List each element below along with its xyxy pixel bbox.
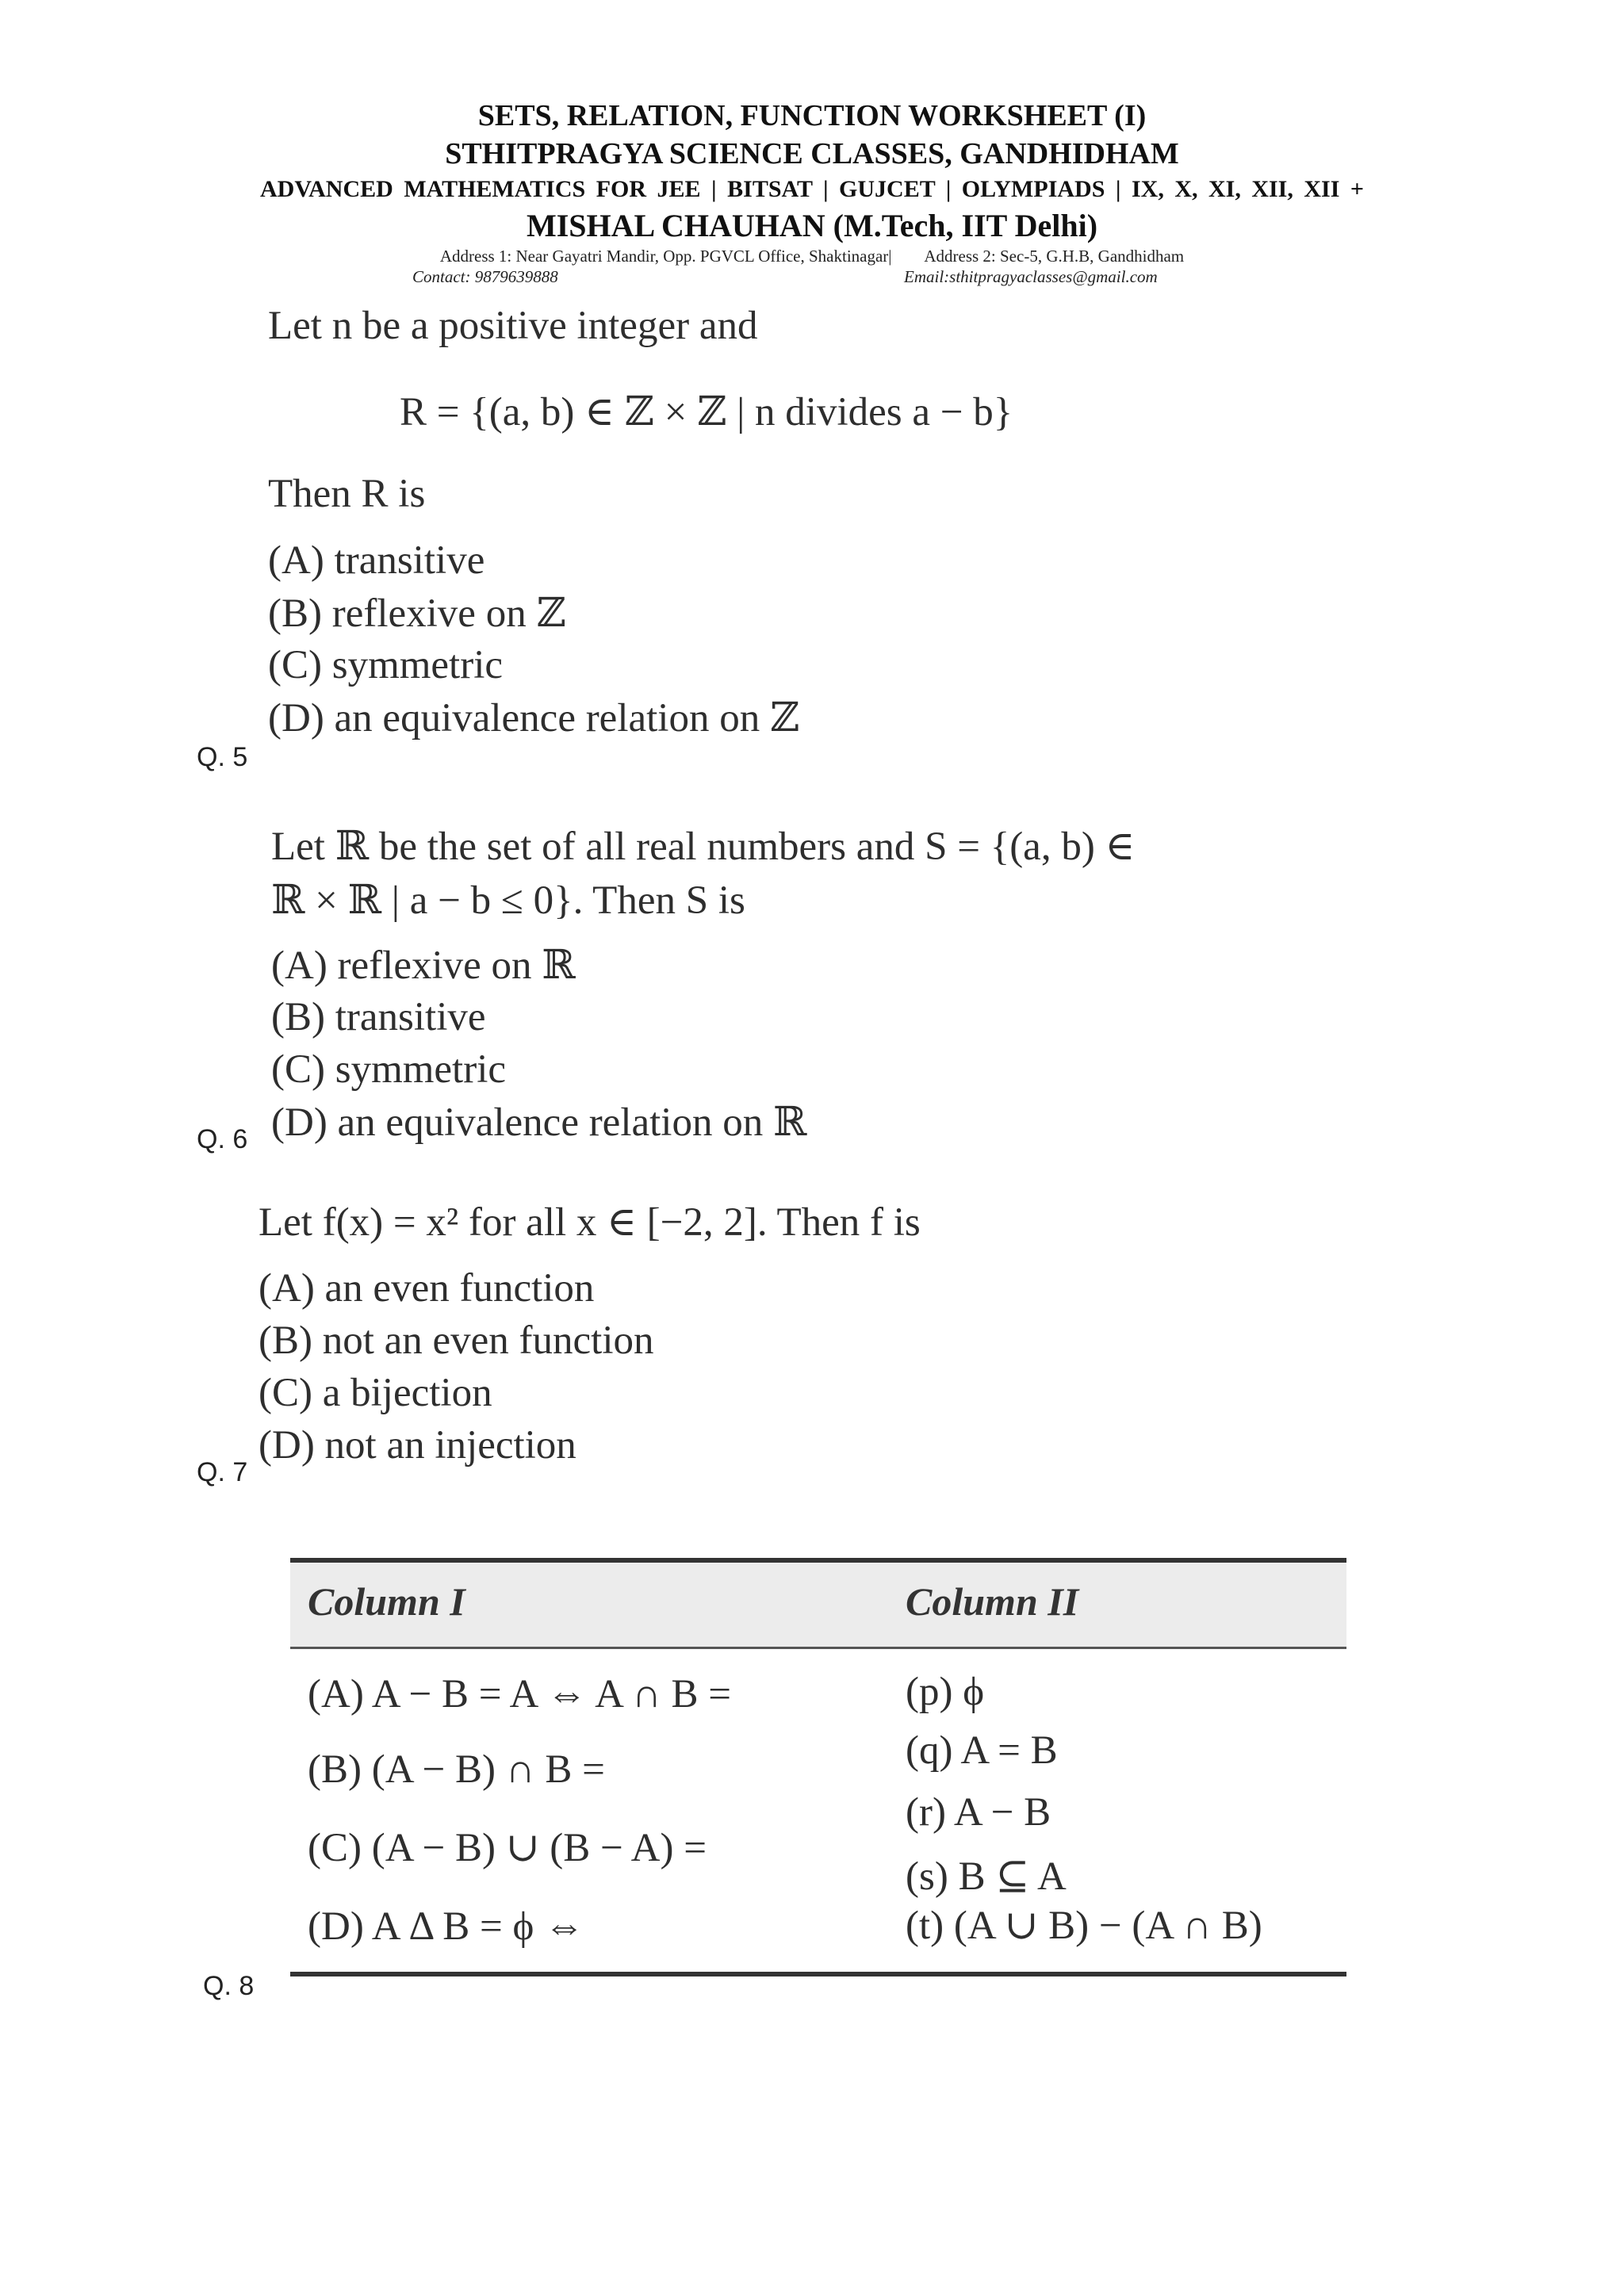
worksheet-header [0,97,1624,288]
match-table [290,1558,1346,1976]
column-1-item-d: (D) A Δ B = ϕ ⇔ [308,1904,585,1949]
column-2-item-t: (t) (A ∪ B) − (A ∩ B) [906,1904,1262,1948]
option-d: (D) an equivalence relation on ℤ [268,696,800,740]
subjects-line: ADVANCED MATHEMATICS FOR JEE | BITSAT | GUJCET | OLYMPIADS | IX, X, XI, XII, XII + [260,176,1364,202]
worksheet-title: SETS, RELATION, FUNCTION WORKSHEET (I) [477,99,1147,132]
column-2-item-p: (p) ϕ [906,1670,985,1714]
column-1-item-c: (C) (A − B) ∪ (B − A) = [308,1826,707,1870]
option-d: (D) not an injection [259,1423,576,1468]
question-number: Q. 8 [203,1971,255,2001]
question-text: Let n be a positive integer and [268,304,758,348]
address-1: Address 1: Near Gayatri Mandir, Opp. PGVCL Office, Shaktinagar| [439,247,892,266]
column-1-item-b: (B) (A − B) ∩ B = [308,1747,605,1792]
question-text: Let f(x) = x² for all x ∈ [−2, 2]. Then f is [259,1200,921,1245]
option-a: (A) an even function [259,1266,595,1311]
contact-line [0,267,1624,288]
option-b: (B) transitive [271,995,486,1039]
teacher-name: MISHAL CHAUHAN (M.Tech, IIT Delhi) [526,208,1098,243]
column-2-item-s: (s) B ⊆ A [906,1854,1067,1899]
question-number: Q. 7 [197,1457,248,1487]
column-1-header: Column I [308,1579,465,1624]
option-c: (C) symmetric [268,643,504,687]
option-c: (C) symmetric [271,1047,507,1092]
question-text: ℝ × ℝ | a − b ≤ 0}. Then S is [271,878,745,923]
option-b: (B) not an even function [259,1318,654,1363]
contact-phone: Contact: 9879639888 [412,267,558,286]
option-a: (A) reflexive on ℝ [271,943,576,988]
question-text: Let ℝ be the set of all real numbers and S = {(a, b) ∈ [271,825,1136,869]
institute-name: STHITPRAGYA SCIENCE CLASSES, GANDHIDHAM [445,137,1179,170]
contact-email: Email:sthitpragyaclasses@gmail.com [904,267,1158,286]
table-bottom-rule [290,1972,1346,1976]
address-line [0,246,1624,267]
option-c: (C) a bijection [259,1371,492,1415]
column-2-header: Column II [906,1579,1079,1624]
column-2-item-q: (q) A = B [906,1728,1058,1773]
address-2: Address 2: Sec-5, G.H.B, Gandhidham [924,247,1185,266]
question-formula: R = {(a, b) ∈ ℤ × ℤ | n divides a − b} [400,390,1013,434]
option-b: (B) reflexive on ℤ [268,591,566,636]
question-text: Then R is [268,472,426,516]
question-number: Q. 5 [197,742,248,772]
option-d: (D) an equivalence relation on ℝ [271,1100,807,1145]
column-2-item-r: (r) A − B [906,1790,1051,1835]
option-a: (A) transitive [268,538,485,583]
column-1-item-a: (A) A − B = A ⇔ A ∩ B = [308,1672,732,1716]
question-number: Q. 6 [197,1124,248,1154]
table-header-rule [290,1647,1346,1649]
